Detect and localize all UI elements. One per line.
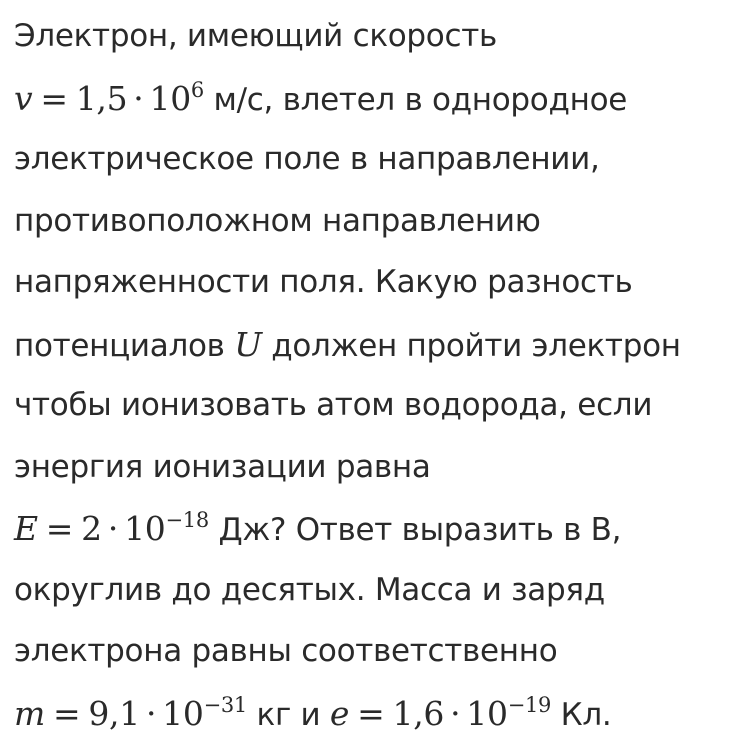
text-l6-b: должен пройти электрон xyxy=(261,327,681,364)
equals-sign: = xyxy=(40,78,68,118)
text-line-6 xyxy=(14,314,739,376)
text-line-9 xyxy=(14,498,739,560)
equals-sign: = xyxy=(53,693,81,733)
multiply-dot: · xyxy=(145,693,157,733)
text-l4: противоположном направлению xyxy=(14,202,541,239)
equals-sign: = xyxy=(357,693,385,733)
velocity-mantissa: 1,5 xyxy=(75,78,128,118)
problem-text xyxy=(14,6,739,744)
multiply-dot: · xyxy=(450,693,461,733)
text-l12-end: Кл. xyxy=(551,696,612,733)
velocity-exponent: 6 xyxy=(190,77,204,102)
text-l7: чтобы ионизовать атом водорода, если xyxy=(14,387,653,423)
text-l8: энергия ионизации равна xyxy=(14,448,431,485)
text-l1: Электрон, имеющий скорость xyxy=(14,18,497,54)
formula-mass xyxy=(14,694,247,733)
text-l5: напряженности поля. Какую разность xyxy=(14,264,633,300)
var-e: e xyxy=(329,693,350,733)
text-line-1 xyxy=(14,6,739,68)
text-l9-rest: Дж? Ответ выразить в В, xyxy=(208,512,622,548)
text-line-12 xyxy=(14,683,739,745)
var-v: v xyxy=(14,78,33,118)
text-l12-mid: кг и xyxy=(246,696,330,733)
power-base: 10 xyxy=(149,78,191,118)
formula-energy xyxy=(14,509,209,548)
var-E: E xyxy=(14,509,38,548)
text-l6-a: потенциалов xyxy=(14,327,235,364)
mass-exponent: −31 xyxy=(203,692,247,717)
formula-charge xyxy=(330,694,551,733)
power-base: 10 xyxy=(466,693,508,733)
text-line-3 xyxy=(14,129,739,191)
mass-mantissa: 9,1 xyxy=(88,693,140,733)
text-line-11 xyxy=(14,621,739,683)
text-line-4 xyxy=(14,191,739,253)
energy-exponent: −18 xyxy=(165,508,209,532)
multiply-dot: · xyxy=(107,509,119,548)
formula-velocity xyxy=(14,79,204,118)
charge-mantissa: 1,6 xyxy=(392,693,445,733)
charge-exponent: −19 xyxy=(507,692,552,717)
text-line-5 xyxy=(14,252,739,314)
var-u: U xyxy=(234,324,262,364)
equals-sign: = xyxy=(45,509,74,548)
text-line-7 xyxy=(14,375,739,437)
text-l3: электрическое поле в направлении, xyxy=(14,141,600,177)
velocity-unit: м/с xyxy=(203,81,264,118)
var-m: m xyxy=(14,693,45,733)
text-l11: электрона равны соответственно xyxy=(14,633,558,669)
text-line-8 xyxy=(14,437,739,499)
text-l10: округлив до десятых. Масса и заряд xyxy=(14,571,605,608)
text-line-10 xyxy=(14,560,739,622)
multiply-dot: · xyxy=(133,78,144,118)
text-line-2 xyxy=(14,68,739,130)
energy-mantissa: 2 xyxy=(81,509,102,548)
power-base: 10 xyxy=(124,509,166,548)
power-base: 10 xyxy=(162,693,204,733)
text-l2-rest: , влетел в однородное xyxy=(263,81,628,118)
